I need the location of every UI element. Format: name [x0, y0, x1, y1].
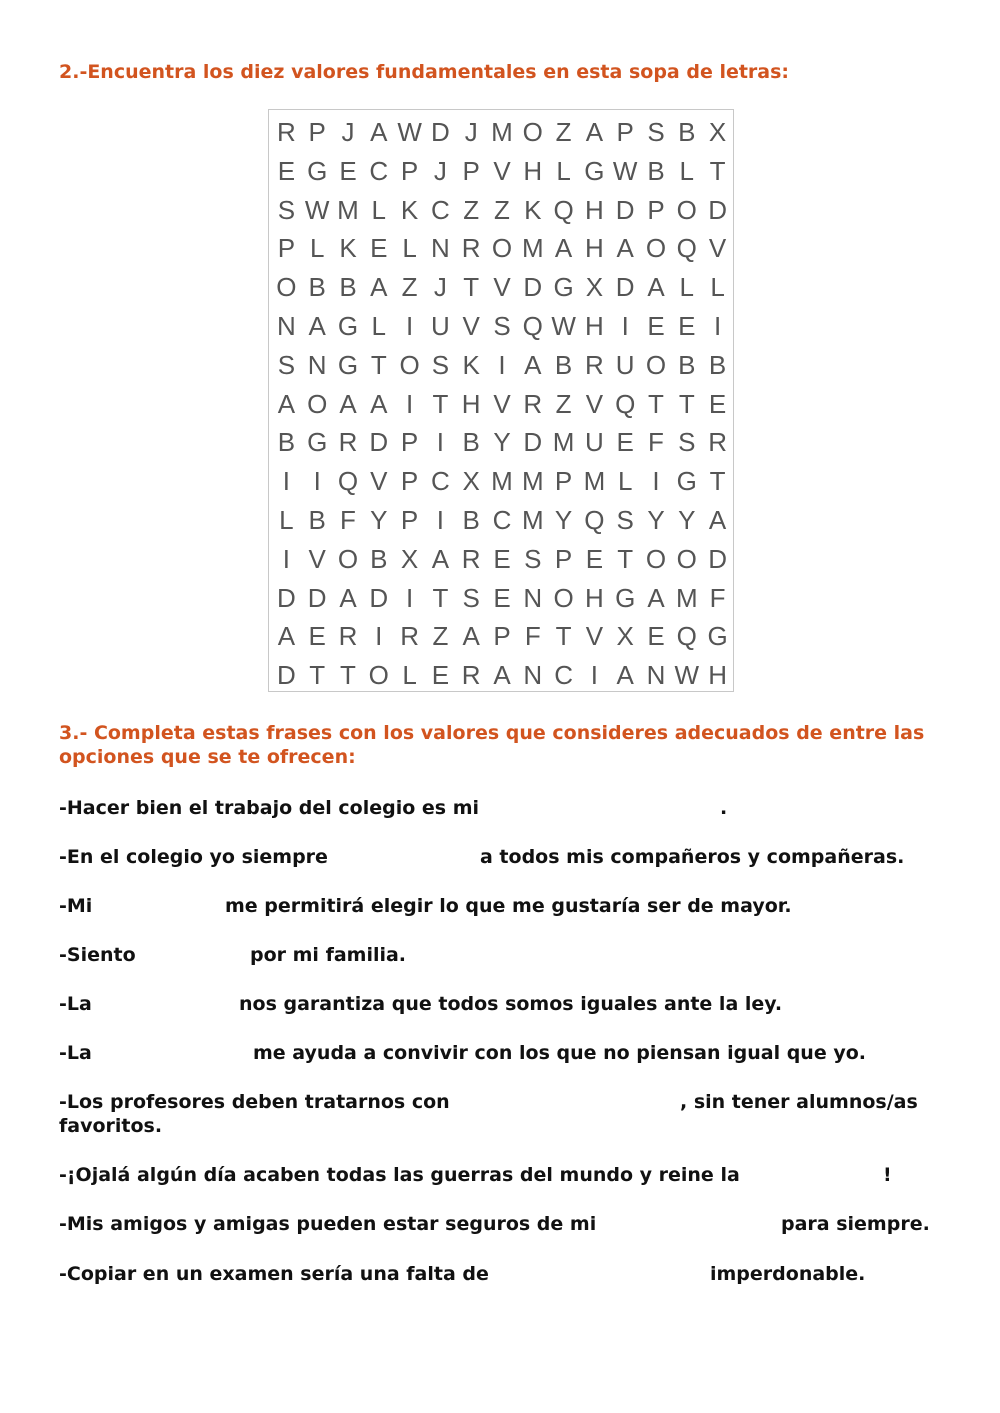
grid-letter[interactable]: I: [375, 621, 383, 652]
grid-letter[interactable]: M: [337, 194, 359, 225]
section-3-title: 3.- Completa estas frases con los valores que consideres adecuados de entre las opciones que se te ofrecen:: [59, 722, 925, 768]
grid-row: [269, 152, 733, 191]
grid-letter[interactable]: D: [708, 194, 727, 225]
grid-letter[interactable]: E: [493, 543, 511, 574]
grid-letter[interactable]: D: [523, 427, 543, 458]
sentence-text-after: !: [883, 1164, 892, 1186]
grid-letter[interactable]: C: [492, 505, 512, 535]
grid-letter[interactable]: D: [369, 582, 389, 613]
grid-letter[interactable]: C: [369, 155, 389, 186]
grid-letter[interactable]: G: [307, 427, 328, 458]
grid-letter[interactable]: S: [462, 582, 480, 613]
grid-letter[interactable]: Q: [676, 621, 697, 652]
grid-letter[interactable]: X: [616, 621, 634, 652]
grid-letter[interactable]: J: [464, 117, 478, 147]
sentence-text-before: -En el colegio yo siempre: [59, 846, 328, 868]
grid-letter[interactable]: O: [276, 272, 297, 303]
grid-letter[interactable]: S: [524, 543, 542, 574]
grid-letter[interactable]: B: [462, 427, 480, 458]
grid-letter[interactable]: V: [585, 388, 604, 419]
grid-letter[interactable]: B: [554, 349, 573, 380]
grid-letter[interactable]: R: [461, 660, 481, 691]
sentence-text-after: a todos mis compañeros y compañeras.: [480, 846, 905, 868]
grid-letter[interactable]: E: [277, 155, 296, 186]
grid-letter[interactable]: R: [523, 388, 543, 419]
grid-letter[interactable]: N: [431, 233, 450, 264]
grid-letter[interactable]: M: [521, 505, 544, 535]
grid-letter[interactable]: L: [402, 660, 417, 691]
grid-letter[interactable]: D: [307, 582, 327, 613]
grid-letter[interactable]: O: [645, 349, 667, 380]
answer-blank[interactable]: [504, 796, 719, 820]
grid-letter[interactable]: O: [553, 582, 574, 613]
grid-letter[interactable]: H: [585, 194, 604, 225]
grid-letter[interactable]: V: [370, 466, 388, 497]
grid-letter[interactable]: E: [431, 660, 450, 691]
grid-row: [269, 501, 733, 540]
grid-row: [269, 229, 733, 268]
grid-letter[interactable]: M: [521, 233, 544, 264]
grid-letter[interactable]: M: [675, 582, 698, 613]
grid-letter[interactable]: N: [277, 311, 296, 341]
grid-letter[interactable]: T: [709, 466, 726, 497]
grid-letter[interactable]: S: [678, 427, 696, 458]
grid-letter[interactable]: Y: [370, 505, 388, 535]
grid-letter[interactable]: A: [462, 621, 480, 652]
grid-letter[interactable]: T: [432, 582, 449, 613]
grid-letter[interactable]: T: [432, 388, 449, 419]
grid-letter[interactable]: R: [338, 427, 358, 458]
grid-letter[interactable]: R: [461, 233, 481, 264]
grid-letter[interactable]: A: [339, 388, 357, 419]
grid-row: [269, 268, 733, 307]
grid-row: [269, 462, 733, 501]
sentence-text-before: -Mi: [59, 895, 93, 917]
grid-letter[interactable]: T: [617, 543, 634, 574]
grid-letter[interactable]: M: [491, 466, 513, 497]
grid-letter[interactable]: Y: [678, 505, 696, 535]
grid-letter[interactable]: P: [400, 155, 419, 186]
grid-letter[interactable]: I: [282, 543, 291, 574]
grid-letter[interactable]: M: [491, 117, 513, 147]
sentence-text-after: imperdonable.: [710, 1263, 866, 1285]
grid-letter[interactable]: E: [370, 233, 388, 264]
grid-letter[interactable]: G: [615, 582, 636, 613]
grid-row: [269, 113, 733, 152]
answer-blank[interactable]: [99, 894, 219, 918]
sentence-text-after: nos garantiza que todos somos iguales ante la ley.: [239, 993, 783, 1015]
grid-letter[interactable]: X: [585, 272, 604, 303]
grid-letter[interactable]: D: [523, 272, 543, 303]
grid-row: [269, 385, 733, 424]
grid-letter[interactable]: Z: [494, 194, 510, 225]
grid-letter[interactable]: B: [678, 117, 696, 147]
answer-blank[interactable]: [99, 992, 234, 1016]
grid-letter[interactable]: I: [436, 427, 445, 458]
grid-letter[interactable]: L: [309, 233, 325, 264]
grid-letter[interactable]: A: [277, 388, 296, 419]
grid-letter[interactable]: V: [493, 272, 511, 303]
grid-row: [269, 656, 733, 695]
grid-letter[interactable]: P: [616, 117, 634, 147]
grid-letter[interactable]: S: [647, 117, 665, 147]
grid-letter[interactable]: R: [277, 117, 296, 147]
grid-letter[interactable]: O: [676, 543, 697, 574]
grid-letter[interactable]: L: [371, 311, 387, 341]
answer-blank[interactable]: [144, 943, 244, 967]
grid-letter[interactable]: H: [585, 582, 604, 613]
sentence-text-before: -Hacer bien el trabajo del colegio es mi: [59, 797, 480, 819]
grid-letter[interactable]: T: [340, 660, 356, 691]
grid-letter[interactable]: G: [553, 272, 574, 303]
grid-letter[interactable]: R: [585, 349, 604, 380]
grid-letter[interactable]: A: [708, 505, 727, 535]
grid-letter[interactable]: J: [433, 155, 447, 186]
grid-letter[interactable]: D: [708, 543, 727, 574]
grid-letter[interactable]: T: [309, 660, 326, 691]
grid-letter[interactable]: V: [462, 311, 480, 341]
grid-letter[interactable]: G: [584, 155, 605, 186]
grid-letter[interactable]: Z: [463, 194, 480, 225]
grid-letter[interactable]: L: [617, 466, 633, 497]
grid-letter[interactable]: T: [555, 621, 572, 652]
grid-letter[interactable]: E: [493, 582, 511, 613]
grid-letter[interactable]: C: [431, 194, 450, 225]
grid-letter[interactable]: P: [277, 233, 296, 264]
answer-blank[interactable]: [481, 1090, 676, 1114]
sentence-text-before: -La: [59, 993, 92, 1015]
answer-blank[interactable]: [514, 1262, 704, 1286]
grid-letter[interactable]: F: [524, 621, 541, 652]
grid-letter[interactable]: B: [708, 349, 727, 380]
grid-letter[interactable]: A: [647, 582, 665, 613]
answer-blank[interactable]: [99, 1041, 249, 1065]
sentence-text-before: -¡Ojalá algún día acaben todas las guerras del mundo y reine la: [59, 1164, 740, 1186]
grid-letter[interactable]: I: [436, 505, 445, 535]
grid-letter[interactable]: W: [612, 155, 638, 186]
grid-letter[interactable]: A: [431, 543, 450, 574]
grid-letter[interactable]: U: [615, 349, 635, 380]
grid-letter[interactable]: I: [282, 466, 291, 497]
grid-letter[interactable]: G: [707, 621, 728, 652]
section-2-title: 2.-Encuentra los diez valores fundamentales en esta sopa de letras:: [59, 61, 790, 83]
grid-letter[interactable]: A: [616, 660, 634, 691]
grid-letter[interactable]: X: [462, 466, 480, 497]
grid-letter[interactable]: A: [308, 311, 326, 341]
grid-letter[interactable]: A: [370, 117, 388, 147]
grid-letter[interactable]: A: [616, 233, 634, 264]
grid-letter[interactable]: Z: [555, 388, 572, 419]
grid-letter[interactable]: I: [713, 311, 722, 341]
sentence-text-after: por mi familia.: [250, 944, 407, 966]
grid-letter[interactable]: E: [616, 427, 634, 458]
grid-letter[interactable]: L: [279, 505, 294, 535]
grid-letter[interactable]: Q: [676, 233, 697, 264]
grid-letter[interactable]: E: [647, 621, 665, 652]
grid-letter[interactable]: P: [554, 543, 573, 574]
grid-row: [269, 579, 733, 618]
grid-letter[interactable]: G: [337, 311, 359, 341]
grid-letter[interactable]: X: [400, 543, 419, 574]
grid-letter[interactable]: D: [277, 660, 296, 691]
grid-letter[interactable]: N: [307, 349, 327, 380]
grid-letter[interactable]: P: [308, 117, 326, 147]
grid-letter[interactable]: O: [307, 388, 328, 419]
grid-letter[interactable]: A: [524, 349, 542, 380]
grid-letter[interactable]: Q: [584, 505, 605, 535]
grid-letter[interactable]: F: [648, 427, 664, 458]
grid-letter[interactable]: V: [585, 621, 604, 652]
sentence-text-before: -Mis amigos y amigas pueden estar seguros de mi: [59, 1213, 597, 1235]
grid-letter[interactable]: I: [405, 388, 414, 419]
grid-letter[interactable]: V: [308, 543, 326, 574]
grid-letter[interactable]: K: [462, 349, 480, 380]
grid-letter[interactable]: L: [402, 233, 417, 264]
grid-letter[interactable]: X: [708, 117, 727, 147]
grid-letter[interactable]: L: [679, 155, 695, 186]
grid-letter[interactable]: A: [647, 272, 665, 303]
grid-letter[interactable]: L: [679, 272, 695, 303]
grid-letter[interactable]: O: [645, 233, 667, 264]
grid-letter[interactable]: U: [585, 427, 604, 458]
grid-letter[interactable]: J: [433, 272, 447, 303]
grid-letter[interactable]: B: [308, 505, 326, 535]
sentence-text-continuation: favoritos.: [59, 1115, 163, 1137]
grid-letter[interactable]: B: [678, 349, 696, 380]
grid-letter[interactable]: A: [370, 272, 388, 303]
grid-letter[interactable]: I: [405, 311, 414, 341]
grid-letter[interactable]: L: [556, 155, 571, 186]
grid-letter[interactable]: H: [523, 155, 543, 186]
grid-letter[interactable]: E: [708, 388, 727, 419]
sentence-text-after: me ayuda a convivir con los que no piensan igual que yo.: [253, 1042, 866, 1064]
grid-letter[interactable]: K: [339, 233, 357, 264]
grid-letter[interactable]: G: [337, 349, 359, 380]
grid-letter[interactable]: Q: [337, 466, 359, 497]
sentence-text-after: para siempre.: [781, 1213, 930, 1235]
grid-letter[interactable]: V: [493, 388, 511, 419]
grid-letter[interactable]: A: [585, 117, 604, 147]
grid-letter[interactable]: W: [397, 117, 422, 147]
grid-letter[interactable]: P: [493, 621, 511, 652]
grid-letter[interactable]: O: [676, 194, 697, 225]
grid-letter[interactable]: L: [710, 272, 725, 303]
grid-letter[interactable]: R: [400, 621, 419, 652]
grid-letter[interactable]: S: [431, 349, 450, 380]
grid-letter[interactable]: S: [616, 505, 634, 535]
grid-letter[interactable]: B: [647, 155, 665, 186]
grid-letter[interactable]: I: [405, 582, 414, 613]
grid-letter[interactable]: Y: [554, 505, 573, 535]
answer-blank[interactable]: [349, 845, 474, 869]
grid-letter[interactable]: Z: [401, 272, 418, 303]
grid-letter[interactable]: O: [337, 543, 359, 574]
grid-letter[interactable]: Q: [522, 311, 543, 341]
grid-letter[interactable]: D: [431, 117, 450, 147]
grid-letter[interactable]: P: [462, 155, 480, 186]
grid-letter[interactable]: W: [551, 311, 576, 341]
grid-letter[interactable]: S: [277, 349, 296, 380]
grid-letter[interactable]: F: [340, 505, 356, 535]
grid-letter[interactable]: E: [647, 311, 665, 341]
grid-letter[interactable]: I: [313, 466, 321, 497]
grid-row: [269, 191, 733, 230]
grid-letter[interactable]: E: [678, 311, 696, 341]
grid-row: [269, 346, 733, 385]
grid-letter[interactable]: H: [461, 388, 481, 419]
grid-letter[interactable]: Q: [615, 388, 636, 419]
grid-letter[interactable]: B: [277, 427, 296, 458]
grid-row: [269, 617, 733, 656]
grid-letter[interactable]: I: [590, 660, 599, 691]
grid-letter[interactable]: B: [370, 543, 388, 574]
answer-blank[interactable]: [779, 1163, 879, 1187]
grid-letter[interactable]: Z: [432, 621, 449, 652]
grid-letter[interactable]: O: [645, 543, 667, 574]
grid-row: [269, 540, 733, 579]
sentence-text-before: -Los profesores deben tratarnos con: [59, 1091, 450, 1113]
grid-letter[interactable]: I: [652, 466, 660, 497]
sentence-text-before: -Siento: [59, 944, 136, 966]
grid-letter[interactable]: E: [339, 155, 357, 186]
grid-letter[interactable]: P: [554, 466, 573, 497]
sentence-text-after: .: [720, 797, 728, 819]
grid-letter[interactable]: P: [400, 427, 419, 458]
grid-letter[interactable]: P: [647, 194, 665, 225]
grid-letter[interactable]: P: [400, 466, 419, 497]
grid-letter[interactable]: P: [400, 505, 419, 535]
grid-letter[interactable]: Y: [647, 505, 665, 535]
grid-letter[interactable]: M: [521, 466, 544, 497]
grid-letter[interactable]: L: [371, 194, 387, 225]
grid-letter[interactable]: N: [646, 660, 666, 691]
grid-letter[interactable]: T: [370, 349, 387, 380]
grid-letter[interactable]: S: [493, 311, 511, 341]
grid-letter[interactable]: B: [308, 272, 326, 303]
sentence-text-before: -Copiar en un examen sería una falta de: [59, 1263, 489, 1285]
grid-letter[interactable]: C: [554, 660, 573, 691]
grid-letter[interactable]: D: [615, 272, 635, 303]
grid-letter[interactable]: N: [523, 582, 543, 613]
grid-letter[interactable]: W: [674, 660, 700, 691]
grid-letter[interactable]: E: [585, 543, 604, 574]
grid-letter[interactable]: T: [648, 388, 664, 419]
grid-letter[interactable]: M: [552, 427, 575, 458]
grid-letter[interactable]: N: [523, 660, 543, 691]
grid-letter[interactable]: D: [277, 582, 296, 613]
grid-letter[interactable]: R: [708, 427, 727, 458]
grid-letter[interactable]: A: [339, 582, 357, 613]
grid-letter[interactable]: D: [369, 427, 389, 458]
sentence-text-after: , sin tener alumnos/as: [680, 1091, 918, 1113]
grid-letter[interactable]: A: [554, 233, 573, 264]
grid-letter[interactable]: F: [709, 582, 726, 613]
grid-row: [269, 423, 733, 462]
grid-letter[interactable]: B: [462, 505, 480, 535]
grid-letter[interactable]: K: [400, 194, 419, 225]
sentence-text-after: me permitirá elegir lo que me gustaría ser de mayor.: [225, 895, 792, 917]
grid-letter[interactable]: O: [491, 233, 513, 264]
grid-letter[interactable]: Z: [555, 117, 572, 147]
grid-letter[interactable]: J: [341, 117, 355, 147]
grid-letter[interactable]: G: [307, 155, 328, 186]
grid-letter[interactable]: T: [678, 388, 695, 419]
grid-letter[interactable]: Q: [553, 194, 574, 225]
grid-letter[interactable]: M: [583, 466, 606, 497]
grid-letter[interactable]: I: [498, 349, 506, 380]
grid-letter[interactable]: A: [277, 621, 296, 652]
grid-letter[interactable]: B: [339, 272, 357, 303]
grid-letter[interactable]: U: [431, 311, 450, 341]
grid-letter[interactable]: R: [461, 543, 481, 574]
grid-letter[interactable]: E: [308, 621, 326, 652]
grid-letter[interactable]: O: [522, 117, 543, 147]
grid-row: [269, 307, 733, 346]
grid-letter[interactable]: O: [368, 660, 389, 691]
grid-letter[interactable]: H: [585, 311, 604, 341]
grid-letter[interactable]: C: [431, 466, 450, 497]
grid-letter[interactable]: S: [277, 194, 296, 225]
grid-letter[interactable]: H: [585, 233, 604, 264]
grid-letter[interactable]: O: [399, 349, 420, 380]
grid-letter[interactable]: I: [621, 311, 629, 341]
sentence-text-before: -La: [59, 1042, 92, 1064]
grid-letter[interactable]: D: [615, 194, 635, 225]
grid-letter[interactable]: R: [338, 621, 358, 652]
grid-letter[interactable]: T: [709, 155, 726, 186]
grid-letter[interactable]: A: [493, 660, 511, 691]
grid-letter[interactable]: K: [524, 194, 542, 225]
grid-letter[interactable]: T: [463, 272, 480, 303]
grid-letter[interactable]: H: [708, 660, 727, 691]
grid-letter[interactable]: Y: [493, 427, 511, 458]
grid-letter[interactable]: W: [304, 194, 330, 225]
grid-letter[interactable]: V: [708, 233, 727, 264]
word-search-grid: [268, 109, 734, 692]
grid-letter[interactable]: A: [370, 388, 388, 419]
grid-letter[interactable]: V: [493, 155, 511, 186]
answer-blank[interactable]: [631, 1212, 776, 1236]
grid-letter[interactable]: G: [676, 466, 697, 497]
